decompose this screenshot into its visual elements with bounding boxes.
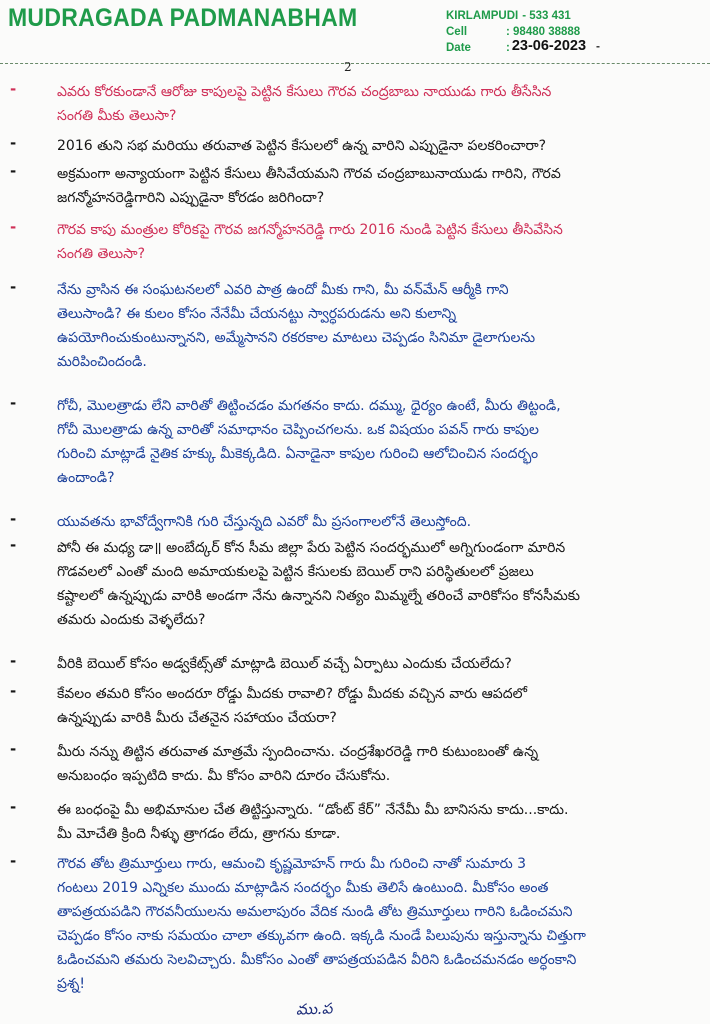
letterhead-date-row — [446, 40, 600, 56]
letterhead-place-val: - 533 431 — [522, 10, 571, 22]
letterhead-contact — [446, 8, 600, 56]
paragraph-text — [57, 652, 705, 676]
paragraph-line: మీరు నన్ను తిట్టిన తరువాత మాత్రమే స్పందించాను. చంద్రశేఖరరెడ్డి గారి కుటుంబంతో ఉన్న — [57, 744, 539, 760]
paragraph-text — [57, 510, 705, 534]
paragraph-text — [57, 394, 705, 490]
paragraph-text — [57, 682, 705, 730]
paragraph-text — [57, 798, 705, 846]
paragraph-line: పోనీ ఈ మధ్య డా॥ అంబేద్కర్ కోన సీమ జిల్లా పేరు పెట్టిన సందర్భములో అగ్నిగుండంగా మారిన — [57, 540, 566, 556]
paragraph-line: యువతను భావోద్వేగానికి గురి చేస్తున్నది ఎవరో మీ ప్రసంగాలలోనే తెలుస్తోంది. — [57, 514, 472, 530]
paragraph-line: ఉందాండి? — [57, 470, 115, 486]
paragraph-line: గొడవలలో ఎంతో మంది అమాయకులపై పెట్టిన కేసులకు బెయిల్ రాని పరిస్థితులలో ప్రజలు — [57, 564, 534, 580]
bullet-dash: - — [10, 134, 17, 152]
paragraph-line: గౌరవ కాపు మంత్రుల కోరికపై గౌరవ జగన్మోహనరెడ్డి గారు 2016 నుండి పెట్టిన కేసులు తీసివేసిన — [57, 222, 563, 238]
paragraph-text — [57, 162, 705, 210]
paragraph-line: ఉన్నప్పుడు వారికి మీరు చేతనైన సహాయం చేయరా? — [57, 710, 337, 726]
bullet-dash: - — [10, 798, 17, 816]
paragraph-line: నేను వ్రాసిన ఈ సంఘటనలలో ఎవరి పాత్ర ఉందో మీకు గాని, మీ వన్‌మేన్ ఆర్మీకి గాని — [57, 282, 509, 298]
paragraph-line: తాపత్రయపడిని గౌరవనీయులను అమలాపురం వేదిక నుండి తోట త్రిమూర్తులు గారిని ఓడించమని — [57, 904, 573, 920]
paragraph-line: గంటలు 2019 ఎన్నికల ముందు మాట్లాడిన సందర్భం మీకు తెలిసే ఉంటుంది. మీకోసం అంత — [57, 880, 549, 896]
bullet-dash: - — [10, 652, 17, 670]
paragraph-line: గురించి మాట్లాడే నైతిక హక్కు మీకెక్కడిది. ఏనాడైనా కాపుల గురించి ఆలోచించిన సందర్భం — [57, 446, 539, 462]
bullet-dash: - — [10, 162, 17, 180]
letterhead-cell-key: Cell — [446, 26, 468, 38]
paragraph-line: గౌరవ తోట త్రిమూర్తులు గారు, ఆమంచి కృష్ణమోహన్ గారు మీ గురించి నాతో సుమారు 3 — [57, 856, 527, 872]
paragraph-line: చెప్పడం కోసం నాకు సమయం చాలా తక్కువగా ఉంది. ఇక్కడి నుండే పిలుపును ఇస్తున్నాను చిత్తుగా — [57, 928, 586, 944]
paragraph-line: అక్రమంగా అన్యాయంగా పెట్టిన కేసులు తీసివేయమని గౌరవ చంద్రబాబునాయుడు గారిని, గౌరవ — [57, 166, 561, 182]
paragraph-line: ఈ బంధంపై మీ అభిమానుల చేత తిట్టిస్తున్నారు. “డోంట్ కేర్” నేనేమీ మీ బానిసను కాదు...కాదు. — [57, 802, 569, 818]
paragraph-text — [57, 852, 705, 996]
paragraph-line: ప్రశ్న! — [57, 976, 85, 992]
paragraph-line: తమరు ఎందుకు వెళ్ళలేదు? — [57, 612, 206, 628]
bullet-dash: - — [10, 218, 17, 236]
letter-date: 23-06-2023 — [511, 38, 587, 54]
paragraph-line: కష్టాలలో ఉన్నప్పుడు వారికి అండగా నేను ఉన్నానని నిత్యం మిమ్మల్నే తరించే వారికోసం కోనసీమకు — [57, 588, 580, 604]
letterhead-divider — [0, 63, 710, 64]
letterhead-date-sep: : — [506, 42, 510, 54]
paragraph-line: సంగతి తెలుసా? — [57, 246, 146, 262]
bullet-dash: - — [10, 682, 17, 700]
paragraph-text — [57, 80, 705, 128]
paragraph-line: ఉపయోగించుకుంటున్నానని, అమ్మేసానని రకరకాల మాటలు చెప్పడం సినిమా డైలాగులను — [57, 330, 536, 346]
bullet-dash: - — [10, 740, 17, 758]
signature: ము.ప — [295, 999, 333, 1019]
date-mark: - — [596, 39, 601, 53]
bullet-dash: - — [10, 510, 17, 528]
bullet-dash: - — [10, 80, 17, 98]
paragraph-line: ఎవరు కోరకుండానే ఆరోజు కాపులపై పెట్టిన కేసులు గౌరవ చంద్రబాబు నాయుడు గారు తీసేసిన — [57, 84, 552, 100]
page-number: 2 — [344, 60, 352, 74]
paragraph-text — [57, 536, 705, 632]
paragraph-line: గోచీ మొలత్రాడు ఉన్న వారితో సమాధానం చెప్పించగలను. ఒక విషయం పవన్ గారు కాపుల — [57, 422, 539, 438]
paragraph-line: 2016 తుని సభ మరియు తరువాత పెట్టిన కేసులలో ఉన్న వారిని ఎప్పుడైనా పలకరించారా? — [57, 138, 547, 154]
paragraph-text — [57, 740, 705, 788]
paragraph-line: ఓడించమని తమరు సెలవిచ్చారు. మీకోసం ఎంతో తాపత్రయపడిన వీరిని ఓడించమనడం అర్ధంకాని — [57, 952, 577, 968]
letterhead-place-row — [446, 8, 600, 24]
paragraph-line: గోచీ, మొలత్రాడు లేని వారితో తిట్టించడం మగతనం కాదు. దమ్ము, ధైర్యం ఉంటే, మీరు తిట్టండి, — [57, 398, 561, 414]
letterhead-name: MUDRAGADA PADMANABHAM — [8, 4, 358, 32]
paragraph-line: కేవలం తమరి కోసం అందరూ రోడ్డు మీదకు రావాలి? రోడ్డు మీదకు వచ్చిన వారు ఆపదలో — [57, 686, 527, 702]
paragraph-line: జగన్మోహనరెడ్డిగారిని ఎప్పుడైనా కోరడం జరిగిందా? — [57, 190, 325, 206]
letterhead-place-key: KIRLAMPUDI — [446, 10, 519, 22]
paragraph-line: వీరికి బెయిల్ కోసం అడ్వకేట్స్‌తో మాట్లాడి బెయిల్ వచ్చే ఏర్పాటు ఎందుకు చేయలేదు? — [57, 656, 512, 672]
paragraph-line: అనుబంధం ఇప్పటిది కాదు. మీ కోసం వారిని దూరం చేసుకోను. — [57, 768, 391, 784]
bullet-dash: - — [10, 852, 17, 870]
paragraph-line: మీ మోచేతి క్రింది నీళ్ళు త్రాగడం లేదు, త్రాగను కూడా. — [57, 826, 341, 842]
letterhead-date-key: Date — [446, 42, 471, 54]
bullet-dash: - — [10, 278, 17, 296]
bullet-dash: - — [10, 536, 17, 554]
paragraph-text — [57, 278, 705, 374]
paragraph-text — [57, 218, 705, 266]
bullet-dash: - — [10, 394, 17, 412]
paragraph-line: తెలుసాండి? ఈ కులం కోసం నేనేమీ చేయనట్టు స్వార్ధపరుడను అని కులాన్ని — [57, 306, 457, 322]
paragraph-line: సంగతి మీకు తెలుసా? — [57, 108, 177, 124]
paragraph-text — [57, 134, 705, 158]
letterhead-cell-val: : 98480 38888 — [506, 26, 581, 38]
paragraph-line: మరిపించిందండి. — [57, 354, 147, 370]
